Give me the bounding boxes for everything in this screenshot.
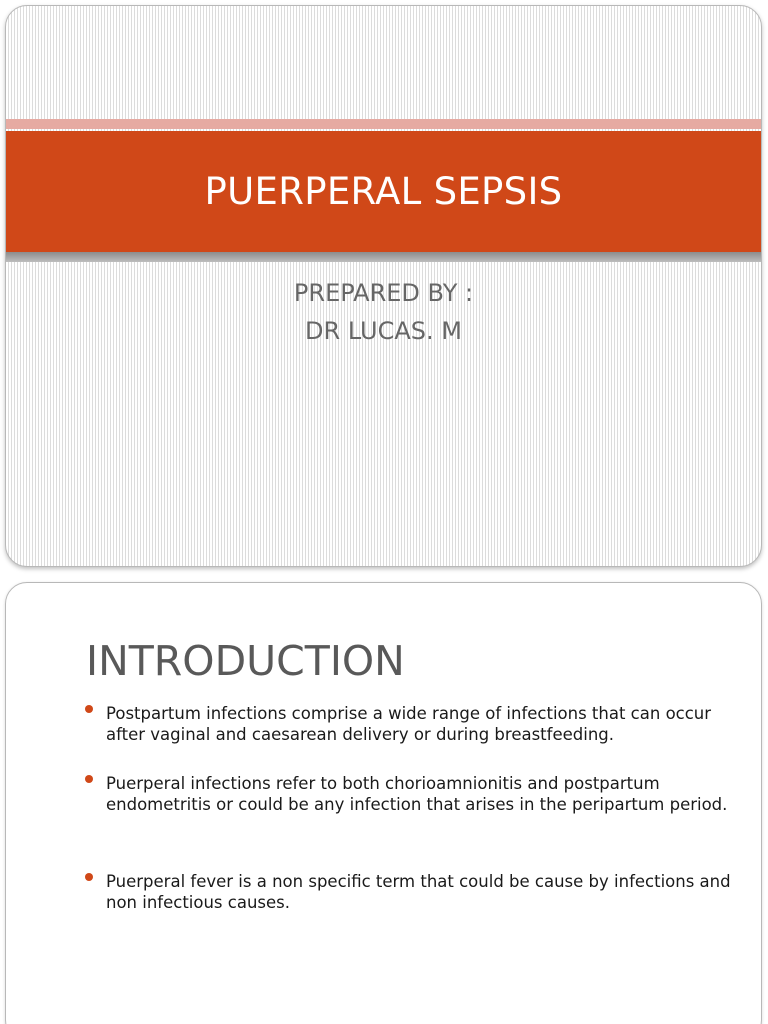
- title-band-shadow: [6, 252, 761, 262]
- slide-heading: INTRODUCTION: [86, 637, 405, 685]
- bullet-dot-icon: [85, 705, 93, 713]
- slide-title: PUERPERAL SEPSIS: [204, 170, 563, 213]
- bullet-dot-icon: [85, 775, 93, 783]
- list-item: [84, 773, 734, 815]
- bullet-dot-icon: [85, 873, 93, 881]
- title-top-stripe: [6, 119, 761, 129]
- bullet-list: [84, 703, 734, 913]
- list-item: [84, 871, 734, 913]
- bullet-text: Puerperal fever is a non specific term that could be cause by infections and non infectious causes.: [106, 872, 731, 912]
- title-slide: [5, 5, 762, 567]
- introduction-slide: [5, 582, 762, 1024]
- title-band: [6, 131, 761, 252]
- bullet-text: Postpartum infections comprise a wide range of infections that can occur after vaginal and caesarean delivery or during breastfeeding.: [106, 704, 712, 744]
- bullet-text: Puerperal infections refer to both chorioamnionitis and postpartum endometritis or could be any infection that arises in the peripartum period.: [106, 774, 728, 814]
- subtitle-prepared-by: PREPARED BY :: [293, 279, 474, 307]
- subtitle-author: DR LUCAS. M: [305, 317, 462, 345]
- list-item: [84, 703, 734, 745]
- slide-subtitle: [6, 274, 761, 350]
